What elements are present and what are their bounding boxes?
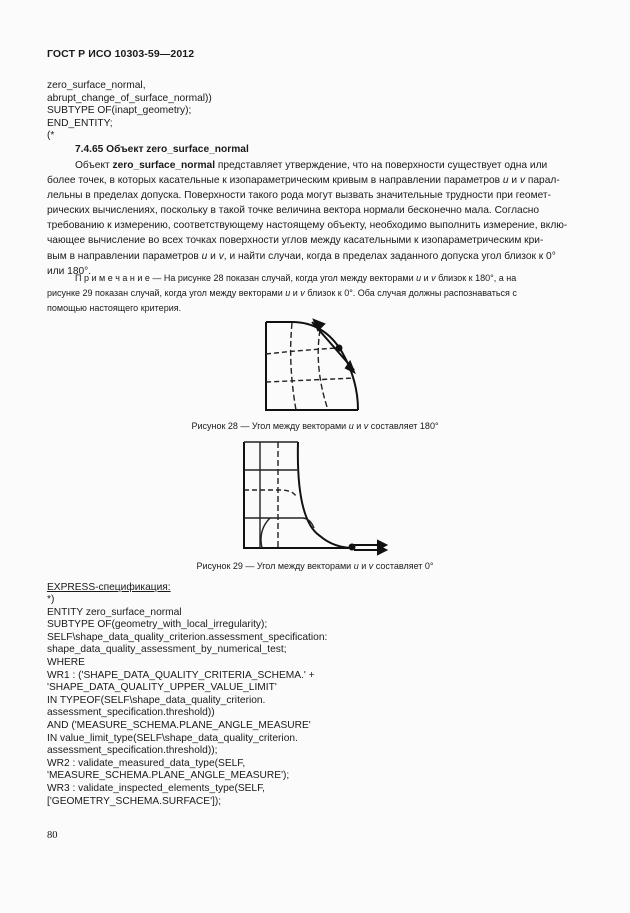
code-line: WR2 : validate_measured_data_type(SELF, xyxy=(47,757,246,769)
code-line: SUBTYPE OF(geometry_with_local_irregularity); xyxy=(47,619,268,631)
text-run: или 180°. xyxy=(47,265,92,277)
figure-28-caption xyxy=(0,421,630,431)
express-heading-text: EXPRESS-спецификация: xyxy=(47,582,171,593)
paragraph-line xyxy=(47,173,583,188)
text-run: и xyxy=(508,175,520,187)
paragraph-line xyxy=(47,188,583,203)
text-run: рисунке 29 показан случай, когда угол между векторами xyxy=(47,287,286,298)
text-run: представляет утверждение, что на поверхности существует одна или xyxy=(215,160,548,171)
figure-29-diagram xyxy=(240,440,390,555)
section-heading xyxy=(75,144,249,155)
code-line: assessment_specification.threshold)) xyxy=(47,707,215,719)
code-line: zero_surface_normal, xyxy=(47,80,146,91)
param-v: v xyxy=(368,561,374,571)
text-run: рических вычислениях, поскольку в такой точке величина вектора нормали бесконечно мала. Согласно xyxy=(47,205,540,217)
top-code-block xyxy=(47,80,212,143)
text-run: помощью настоящего критерия. xyxy=(47,302,182,313)
text-run: составляет 180° xyxy=(368,421,439,431)
text-run: и xyxy=(421,273,432,283)
paragraph-line xyxy=(47,218,583,233)
paragraph-line xyxy=(47,158,583,173)
text-run: и xyxy=(353,421,364,431)
param-u: u xyxy=(502,175,509,187)
text-run: и xyxy=(358,561,369,571)
note-line xyxy=(47,271,583,286)
paragraph-line xyxy=(47,233,583,248)
section-paragraph xyxy=(47,158,583,279)
param-u: u xyxy=(353,561,359,571)
code-line: SUBTYPE OF(inapt_geometry); xyxy=(47,105,192,117)
text-run: близок к 0°. Оба случая должны распознаваться с xyxy=(304,287,517,298)
param-u: u xyxy=(285,287,291,298)
text-run: чающее вычисление во всех точках поверхности углов между касательными к изопараметрическим кри- xyxy=(47,235,544,247)
paragraph-line xyxy=(47,249,583,264)
text-run: П р и м е ч а н и е — На рисунке 28 показан случай, когда угол между векторами xyxy=(75,273,417,283)
code-line: (* xyxy=(47,130,55,142)
code-line: IN TYPEOF(SELF\shape_data_quality_criterion. xyxy=(47,694,266,706)
param-v: v xyxy=(218,250,224,262)
param-v: v xyxy=(519,175,526,187)
text-run: и xyxy=(290,287,301,298)
code-line: shape_data_quality_assessment_by_numerical_test; xyxy=(47,644,287,656)
code-line: WR3 : validate_inspected_elements_type(SELF, xyxy=(47,782,266,794)
figure-28-diagram xyxy=(262,320,362,414)
param-v: v xyxy=(300,287,305,298)
note-line xyxy=(47,286,583,301)
param-u: u xyxy=(348,421,354,431)
express-heading xyxy=(47,582,171,593)
note-line xyxy=(47,301,583,316)
code-line: 'SHAPE_DATA_QUALITY_UPPER_VALUE_LIMIT' xyxy=(47,682,277,694)
code-line: abrupt_change_of_surface_normal)) xyxy=(47,92,212,104)
text-run: более точек, в которых касательные к изопараметрическим кривым в направлении параметров xyxy=(47,175,503,187)
text-run: Рисунок 28 — Угол между векторами xyxy=(191,421,349,431)
param-v: v xyxy=(431,273,436,283)
code-line: AND ('MEASURE_SCHEMA.PLANE_ANGLE_MEASURE' xyxy=(47,719,311,731)
param-v: v xyxy=(363,421,369,431)
text-run: Рисунок 29 — Угол между векторами xyxy=(196,561,354,571)
code-line: ['GEOMETRY_SCHEMA.SURFACE']); xyxy=(47,795,222,807)
entity-name: zero_surface_normal xyxy=(112,160,216,171)
express-code-block xyxy=(47,594,327,808)
text-run: Объект xyxy=(75,160,113,171)
text-run: требованию к измерению, соответствующему настоящему объекту, необходимо выполнить измерение, вклю- xyxy=(47,220,568,232)
code-line: *) xyxy=(47,594,55,605)
code-line: IN value_limit_type(SELF\shape_data_quality_criterion. xyxy=(47,732,298,744)
section-title-prefix: Объект xyxy=(106,144,144,155)
text-run: составляет 0° xyxy=(373,561,434,571)
code-line: 'MEASURE_SCHEMA.PLANE_ANGLE_MEASURE'); xyxy=(47,770,290,782)
text-run: и xyxy=(207,250,219,262)
page-number: 80 xyxy=(47,830,58,841)
section-number: 7.4.65 xyxy=(75,144,104,155)
code-line: WHERE xyxy=(47,656,85,668)
code-line: ENTITY zero_surface_normal xyxy=(47,606,182,618)
section-entity-name: zero_surface_normal xyxy=(146,144,249,155)
code-line: SELF\shape_data_quality_criterion.assessment_specification: xyxy=(47,631,328,643)
param-u: u xyxy=(416,273,422,283)
text-run: парал- xyxy=(525,175,560,187)
code-line: assessment_specification.threshold)); xyxy=(47,745,218,757)
note-paragraph xyxy=(47,271,583,315)
document-header: ГОСТ Р ИСО 10303-59—2012 xyxy=(47,48,195,60)
paragraph-line xyxy=(47,203,583,218)
text-run: вым в направлении параметров xyxy=(47,250,202,262)
text-run: лельны в пределах допуска. Поверхности такого рода могут вызвать значительные трудности при геомет- xyxy=(47,190,551,202)
code-line: WR1 : ('SHAPE_DATA_QUALITY_CRITERIA_SCHEMA.' + xyxy=(47,669,315,681)
code-line: END_ENTITY; xyxy=(47,117,113,129)
figure-29-caption xyxy=(0,561,630,571)
text-run: близок к 180°, а на xyxy=(435,273,517,283)
text-run: , и найти случаи, когда в пределах заданного допуска угол близок к 0° xyxy=(223,250,556,262)
param-u: u xyxy=(201,250,208,262)
